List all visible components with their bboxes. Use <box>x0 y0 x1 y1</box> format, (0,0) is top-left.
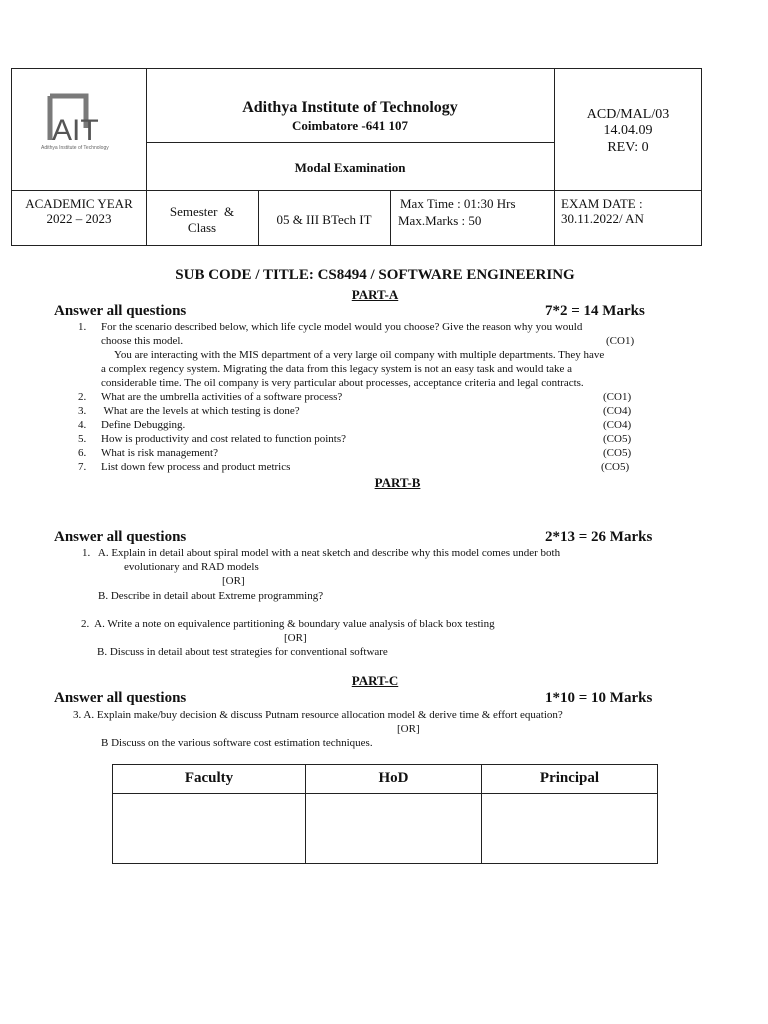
academic-year: 2022 – 2023 <box>46 211 112 226</box>
exam-title: Modal Examination <box>294 160 406 175</box>
question-text: B Discuss on the various software cost estimation techniques. <box>101 737 373 749</box>
doc-code: ACD/MAL/03 <box>586 107 670 122</box>
institute-location: Coimbatore -641 107 <box>291 118 409 133</box>
divider <box>146 142 554 143</box>
signature-faculty-label: Faculty <box>184 770 234 786</box>
question-number: 6. <box>78 447 87 459</box>
part-a-instruction: Answer all questions <box>54 303 187 319</box>
subject-title: SUB CODE / TITLE: CS8494 / SOFTWARE ENGINEERING <box>175 267 575 283</box>
scenario-text: considerable time. The oil company is very particular about processes, acceptance criteria and legal contracts. <box>101 377 584 389</box>
max-time: Max Time : 01:30 Hrs <box>400 196 516 211</box>
course-outcome: (CO5) <box>603 433 632 445</box>
question-text: List down few process and product metrics <box>101 461 291 473</box>
logo-caption: Adithya Institute of Technology <box>41 145 109 151</box>
signature-principal-label: Principal <box>539 770 600 786</box>
scenario-text: You are interacting with the MIS department of a very large oil company with multiple departments. They have <box>114 349 605 361</box>
question-text: Define Debugging. <box>101 419 186 431</box>
question-number: 3. <box>78 405 87 417</box>
max-marks: Max.Marks : 50 <box>398 213 482 228</box>
semester-class-value: 05 & III BTech IT <box>276 212 372 227</box>
question-text: choose this model. <box>101 335 184 347</box>
course-outcome: (CO1) <box>606 335 635 347</box>
divider <box>390 190 391 245</box>
academic-year-label: ACADEMIC YEAR <box>25 196 133 211</box>
part-a-heading: PART-A <box>351 287 399 302</box>
course-outcome: (CO5) <box>601 461 630 473</box>
question-text: 2. A. Write a note on equivalence partitioning & boundary value analysis of black box testing <box>81 618 495 630</box>
course-outcome: (CO4) <box>603 405 632 417</box>
question-number: 4. <box>78 419 87 431</box>
part-a-marks: 7*2 = 14 Marks <box>545 303 645 319</box>
part-b-heading: PART-B <box>374 475 421 490</box>
or-separator: [OR] <box>397 723 420 735</box>
logo <box>38 88 122 158</box>
part-c-heading: PART-C <box>351 673 399 688</box>
semester-label: Semester & <box>169 204 235 219</box>
question-text: What is risk management? <box>101 447 218 459</box>
part-b-instruction: Answer all questions <box>54 529 187 545</box>
exam-date-label: EXAM DATE : <box>561 196 643 211</box>
institute-name: Adithya Institute of Technology <box>242 99 458 116</box>
course-outcome: (CO1) <box>603 391 632 403</box>
course-outcome: (CO5) <box>603 447 632 459</box>
signature-table <box>112 764 658 864</box>
question-text: B. Describe in detail about Extreme programming? <box>98 590 324 602</box>
doc-revision: REV: 0 <box>607 140 649 155</box>
question-number: 1. <box>78 321 87 333</box>
part-b-marks: 2*13 = 26 Marks <box>545 529 653 545</box>
question-number: 7. <box>78 461 87 473</box>
question-text: For the scenario described below, which life cycle model would you choose? Give the reason why you would <box>101 321 583 333</box>
logo-text: AIT <box>52 114 99 147</box>
question-text: What are the levels at which testing is done? <box>101 405 300 417</box>
question-number: 5. <box>78 433 87 445</box>
divider <box>113 793 657 794</box>
scenario-text: a complex regency system. Migrating the data from this legacy system is not an easy task and would take a <box>101 363 573 375</box>
question-text: How is productivity and cost related to function points? <box>101 433 347 445</box>
exam-date: 30.11.2022/ AN <box>561 211 644 226</box>
question-text: B. Discuss in detail about test strategies for conventional software <box>97 646 388 658</box>
or-separator: [OR] <box>222 575 245 587</box>
class-label: Class <box>187 220 217 235</box>
divider <box>12 190 701 191</box>
question-text: 3. A. Explain make/buy decision & discuss Putnam resource allocation model & derive time & effort equation? <box>73 709 563 721</box>
part-c-marks: 1*10 = 10 Marks <box>545 690 653 706</box>
course-outcome: (CO4) <box>603 419 632 431</box>
signature-hod-label: HoD <box>378 770 409 786</box>
or-separator: [OR] <box>284 632 307 644</box>
question-number: 2. <box>78 391 87 403</box>
question-text: 1. A. Explain in detail about spiral model with a neat sketch and describe why this model comes under both <box>82 547 561 559</box>
question-text: What are the umbrella activities of a software process? <box>101 391 343 403</box>
divider <box>554 69 555 245</box>
part-c-instruction: Answer all questions <box>54 690 187 706</box>
doc-date: 14.04.09 <box>603 123 653 138</box>
question-text: evolutionary and RAD models <box>124 561 259 573</box>
